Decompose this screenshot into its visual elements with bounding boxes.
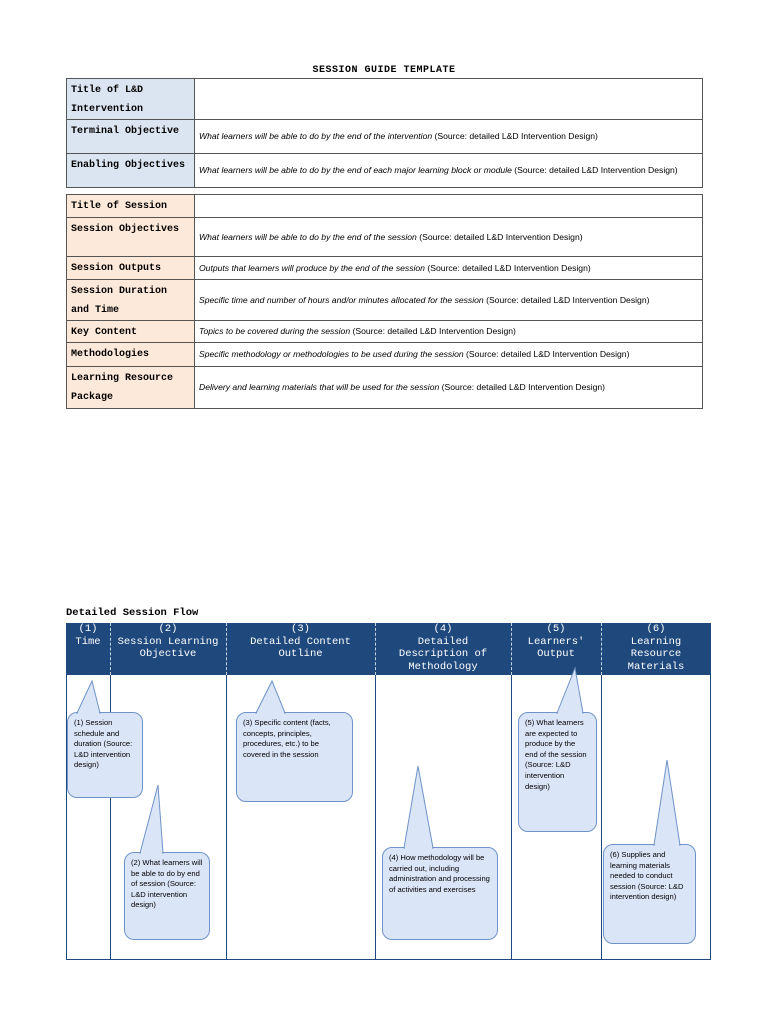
row-value[interactable] [195, 367, 703, 409]
table-row [67, 280, 703, 321]
header-divider [511, 623, 512, 675]
page-title: SESSION GUIDE TEMPLATE [312, 65, 456, 76]
column-label: Detailed Description of Methodology [398, 635, 488, 673]
row-label: Learning Resource Package [67, 367, 195, 409]
column-label: Session Learning Objective [117, 635, 219, 660]
table-row [67, 321, 703, 343]
row-label: Key Content [67, 321, 195, 343]
row-label: Session Duration and Time [67, 280, 195, 321]
row-value[interactable] [195, 195, 703, 218]
column-header-content [226, 623, 375, 675]
header-divider [110, 623, 111, 675]
column-header-resources [601, 623, 711, 675]
row-source: (Source: detailed L&D Intervention Design) [350, 326, 516, 336]
row-source: (Source: detailed L&D Intervention Design) [511, 165, 678, 175]
row-value[interactable] [195, 343, 703, 367]
row-value[interactable] [195, 218, 703, 257]
row-label: Enabling Objectives [67, 154, 195, 188]
column-label: Learners' Output [527, 635, 585, 660]
row-source: (Source: detailed L&D Intervention Design) [483, 294, 650, 305]
callout-resources: (6) Supplies and learning materials needed to conduct session (Source: L&D intervention design) [603, 844, 696, 944]
row-label: Terminal Objective [67, 120, 195, 154]
column-number: (2) [158, 623, 178, 635]
row-source: (Source: detailed L&D Intervention Design) [432, 131, 598, 141]
column-label: Learning Resource Materials [627, 635, 685, 673]
row-value[interactable] [195, 120, 703, 154]
callout-methodology: (4) How methodology will be carried out, including administration and processing of activities and exercises [382, 847, 498, 940]
row-desc: Specific time and number of hours and/or minutes allocated for the session [199, 294, 484, 305]
session-table [66, 194, 703, 409]
table-row [67, 120, 703, 154]
row-value[interactable] [195, 154, 703, 188]
table-row [67, 79, 703, 120]
row-label: Title of Session [67, 195, 195, 218]
header-divider [226, 623, 227, 675]
column-number: (3) [291, 623, 310, 635]
row-source: (Source: detailed L&D Intervention Design) [439, 382, 606, 392]
table-row [67, 367, 703, 409]
flow-title: Detailed Session Flow [66, 607, 199, 619]
callout-content: (3) Specific content (facts, concepts, principles, procedures, etc.) to be covered in the session [236, 712, 353, 802]
column-label: Time [75, 635, 101, 648]
column-header-time [66, 623, 110, 675]
column-divider [601, 675, 602, 959]
row-label: Title of L&D Intervention [67, 79, 195, 120]
column-number: (6) [646, 623, 666, 635]
row-desc: What learners will be able to do by the end of the intervention [199, 131, 433, 141]
row-value[interactable] [195, 321, 703, 343]
column-number: (4) [433, 623, 453, 635]
callout-tail [0, 0, 1, 1]
row-source: (Source: detailed L&D Intervention Design) [416, 231, 583, 242]
row-label: Methodologies [67, 343, 195, 367]
callout-time: (1) Session schedule and duration (Source: L&D intervention design) [67, 712, 143, 798]
table-row [67, 195, 703, 218]
row-source: (Source: detailed L&D Intervention Design) [463, 349, 630, 359]
table-row [67, 218, 703, 257]
row-label: Session Outputs [67, 257, 195, 280]
column-divider [226, 675, 227, 959]
column-divider [375, 675, 376, 959]
header-divider [601, 623, 602, 675]
row-value[interactable] [195, 79, 703, 120]
row-value[interactable] [195, 280, 703, 321]
header-divider [375, 623, 376, 675]
row-desc: Specific methodology or methodologies to be used during the session [199, 349, 464, 359]
callout-objective: (2) What learners will be able to do by end of session (Source: L&D intervention design) [124, 852, 210, 940]
column-header-output [511, 623, 601, 675]
table-row [67, 154, 703, 188]
intervention-table [66, 78, 703, 188]
callout-output: (5) What learners are expected to produce by the end of the session (Source: L&D intervention design) [518, 712, 597, 832]
column-label: Detailed Content Outline [250, 635, 351, 660]
table-row [67, 343, 703, 367]
row-value[interactable] [195, 257, 703, 280]
row-label: Session Objectives [67, 218, 195, 257]
table-row [67, 257, 703, 280]
column-number: (1) [78, 623, 98, 635]
column-header-objective [110, 623, 226, 675]
row-desc: What learners will be able to do by the end of the session [199, 231, 417, 242]
column-header-methodology [375, 623, 511, 675]
column-number: (5) [546, 623, 566, 635]
row-source: (Source: detailed L&D Intervention Design) [424, 262, 591, 273]
column-divider [511, 675, 512, 959]
row-desc: Delivery and learning materials that will be used for the session [199, 382, 440, 392]
row-desc: What learners will be able to do by the end of each major learning block or module [199, 165, 512, 175]
row-desc: Topics to be covered during the session [199, 326, 351, 336]
row-desc: Outputs that learners will produce by the end of the session [199, 262, 425, 273]
